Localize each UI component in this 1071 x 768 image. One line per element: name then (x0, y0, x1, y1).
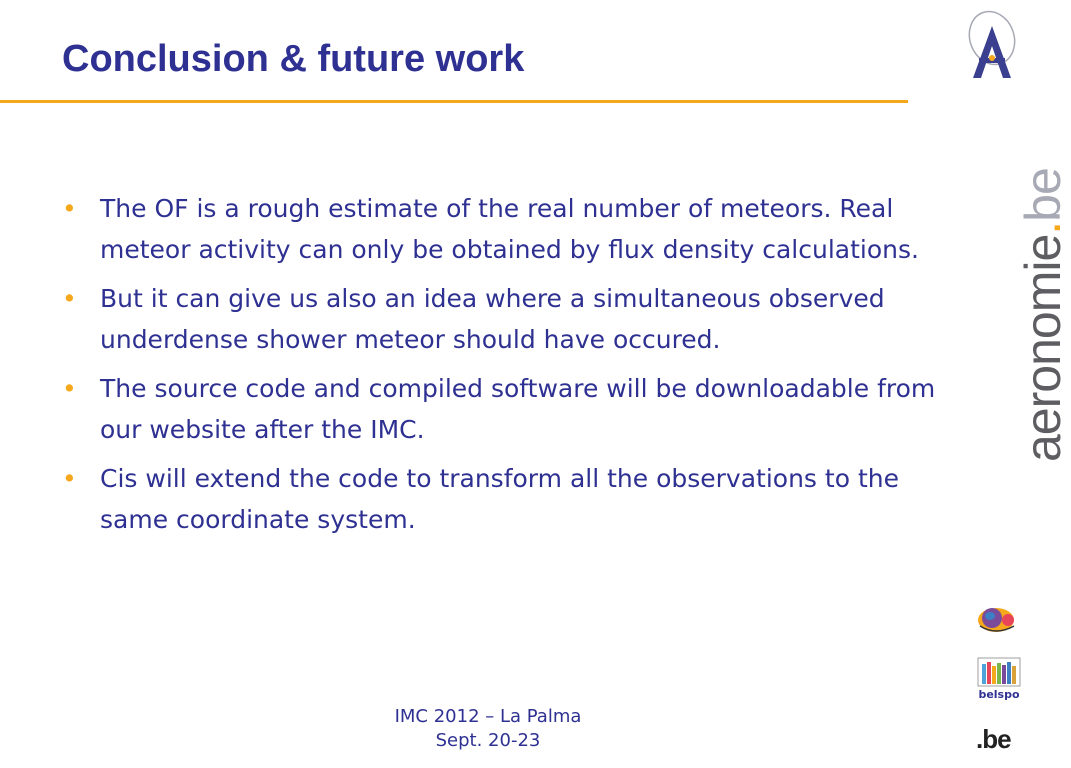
bullet-marker: • (62, 194, 77, 223)
bullet-item (62, 188, 967, 270)
bullet-text: The source code and compiled software will be downloadable from our website after the IMC. (100, 374, 936, 444)
aeronomie-logo-text (1015, 168, 1071, 462)
belspo-icon (976, 656, 1022, 688)
bullet-marker: • (62, 284, 77, 313)
bullet-text: The OF is a rough estimate of the real number of meteors. Real meteor activity can only be obtained by flux density calculations. (100, 194, 919, 264)
belspo-label: belspo (978, 688, 1020, 701)
aeronomie-a-icon (965, 8, 1019, 84)
bullet-marker: • (62, 374, 77, 403)
bullet-item (62, 368, 967, 450)
helmet-head-icon (974, 602, 1018, 636)
slide-footer (370, 705, 606, 753)
footer-date: Sept. 20-23 (435, 730, 541, 751)
be-logo: .be (976, 724, 1011, 754)
aeronomie-dot: . (1015, 221, 1071, 235)
bullet-text: But it can give us also an idea where a simultaneous observed underdense shower meteor should have occured. (100, 284, 885, 354)
footer-event: IMC 2012 – La Palma (394, 706, 582, 727)
slide-title: Conclusion & future work (62, 38, 525, 80)
bullet-text: Cis will extend the code to transform all the observations to the same coordinate system. (100, 464, 899, 534)
aeronomie-main-text: aeronomie (1015, 234, 1071, 462)
aeronomie-be-text: be (1015, 168, 1071, 222)
title-divider (0, 100, 908, 103)
bullet-item (62, 278, 967, 360)
bullet-item (62, 458, 967, 540)
bullet-list (62, 188, 967, 548)
bullet-marker: • (62, 464, 77, 493)
